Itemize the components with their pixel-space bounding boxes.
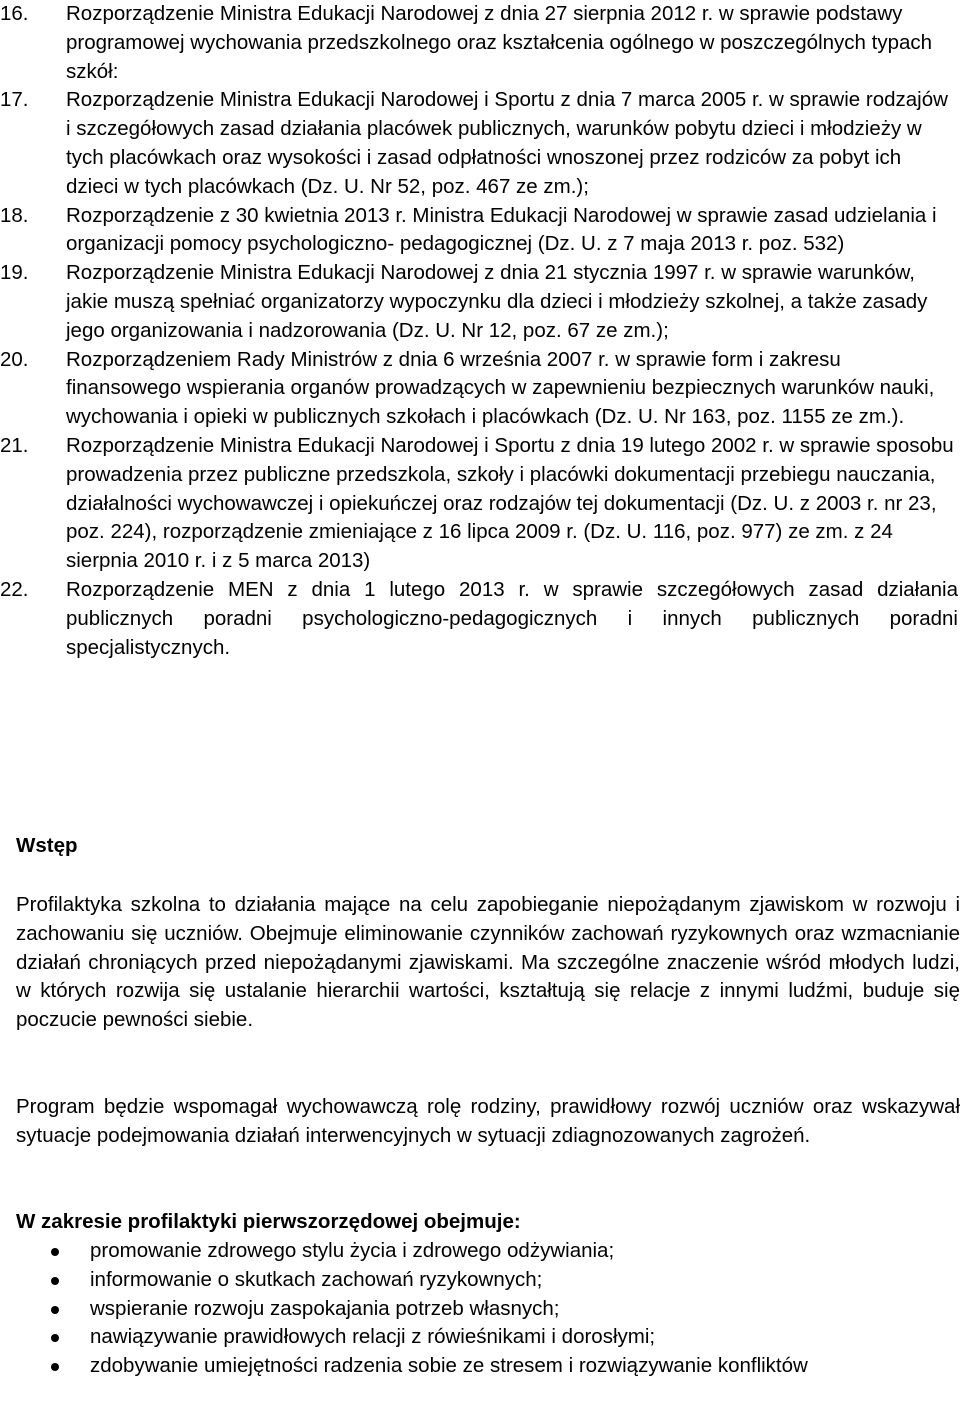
list-item xyxy=(0,432,960,576)
bullet-icon xyxy=(0,1323,90,1352)
list-item-text: nawiązywanie prawidłowych relacji z rówieśnikami i dorosłymi; xyxy=(90,1325,656,1349)
bullet-icon xyxy=(0,1266,90,1295)
primary-prevention-list xyxy=(0,1237,960,1381)
list-item xyxy=(0,1266,960,1295)
bullet-icon xyxy=(0,1352,90,1381)
program-paragraph: Program będzie wspomagał wychowawczą rolę rodziny, prawidłowy rozwój uczniów oraz wskazywał sytuacje podejmowania działań interwencyjnych w sytuacji zdiagnozowanych zagrożeń. xyxy=(16,1095,960,1147)
intro-paragraph: Profilaktyka szkolna to działania mające na celu zapobieganie niepożądanym zjawiskom w rozwoju i zachowaniu się uczniów. Obejmuje eliminowanie czynników zachowań ryzykownych oraz wzmacnianie działań chroniących przed niepożądanymi zjawiskami. Ma szczególne znaczenie wśród młodych ludzi, w których rozwija się ustalanie hierarchii wartości, kształtują się relacje z innymi ludźmi, buduje się poczucie pewności siebie. xyxy=(16,893,960,1032)
list-item xyxy=(0,1352,960,1381)
list-item-text: zdobywanie umiejętności radzenia sobie ze stresem i rozwiązywanie konfliktów xyxy=(90,1354,808,1378)
section-heading-primary-prevention: W zakresie profilaktyki pierwszorzędowej obejmuje: xyxy=(16,1210,521,1233)
list-item xyxy=(0,259,960,345)
list-item-number: 18. xyxy=(0,203,29,227)
list-item xyxy=(0,576,960,662)
list-item-number: 22. xyxy=(0,577,29,601)
list-item xyxy=(0,346,960,432)
bullet-icon xyxy=(0,1237,90,1266)
list-item xyxy=(0,1295,960,1324)
list-item-number: 17. xyxy=(0,88,29,112)
list-item-number: 21. xyxy=(0,433,29,457)
list-item-text: Rozporządzenie Ministra Edukacji Narodowej z dnia 21 stycznia 1997 r. w sprawie warunków, jakie muszą spełniać organizatorzy wypoczynku dla dzieci i młodzieży szkolnej, a także zasady jego organizowania i nadzorowania (Dz. U. Nr 12, poz. 67 ze zm.); xyxy=(66,261,928,342)
list-item-text: Rozporządzenie MEN z dnia 1 lutego 2013 r. w sprawie szczegółowych zasad działania publicznych poradni psychologiczno-pedagogicznych i innych publicznych poradni specjalistycznych. xyxy=(66,577,958,659)
list-item-text: Rozporządzenie Ministra Edukacji Narodowej i Sportu z dnia 19 lutego 2002 r. w sprawie sposobu prowadzenia przez publiczne przedszkola, szkoły i placówki dokumentacji przebiegu nauczania, działalności wychowawczej i opiekuńczej oraz rodzajów tej dokumentacji (Dz. U. z 2003 r. nr 23, poz. 224), rozporządzenie zmieniające z 16 lipca 2009 r. (Dz. U. 116, poz. 977) ze zm. z 24 sierpnia 2010 r. i z 5 marca 2013) xyxy=(66,433,954,573)
list-item-number: 16. xyxy=(0,2,29,25)
list-item-text: Rozporządzeniem Rady Ministrów z dnia 6 września 2007 r. w sprawie form i zakresu finansowego wspierania organów prowadzących w zapewnieniu bezpiecznych warunków nauki, wychowania i opieki w publicznych szkołach i placówkach (Dz. U. Nr 163, poz. 1155 ze zm.). xyxy=(66,347,935,429)
list-item-text: Rozporządzenie z 30 kwietnia 2013 r. Ministra Edukacji Narodowej w sprawie zasad udzielania i organizacji pomocy psychologiczno- pedagogicznej (Dz. U. z 7 maja 2013 r. poz. 532) xyxy=(66,203,937,256)
list-item-number: 19. xyxy=(0,261,29,285)
list-item-text: Rozporządzenie Ministra Edukacji Narodowej i Sportu z dnia 7 marca 2005 r. w sprawie rodzajów i szczegółowych zasad działania placówek publicznych, warunków pobytu dzieci i młodzieży w tych placówkach oraz wysokości i zasad odpłatności wnoszonej przez rodziców za pobyt ich dzieci w tych placówkach (Dz. U. Nr 52, poz. 467 ze zm.); xyxy=(66,88,948,198)
list-item xyxy=(0,1323,960,1352)
regulations-list xyxy=(0,0,960,662)
list-item-text: informowanie o skutkach zachowań ryzykownych; xyxy=(90,1267,543,1291)
bullet-icon xyxy=(0,1295,90,1324)
list-item-text: Rozporządzenie Ministra Edukacji Narodowej z dnia 27 sierpnia 2012 r. w sprawie podstawy programowej wychowania przedszkolnego oraz kształcenia ogólnego w poszczególnych typach szkół: xyxy=(66,2,933,83)
list-item-number: 20. xyxy=(0,347,29,371)
list-item-text: wspieranie rozwoju zaspokajania potrzeb własnych; xyxy=(90,1296,560,1320)
section-heading-intro: Wstęp xyxy=(16,834,78,857)
list-item-text: promowanie zdrowego stylu życia i zdrowego odżywiania; xyxy=(90,1239,615,1262)
list-item xyxy=(0,86,960,201)
list-item xyxy=(0,0,960,86)
list-item xyxy=(0,202,960,260)
list-item xyxy=(0,1237,960,1266)
